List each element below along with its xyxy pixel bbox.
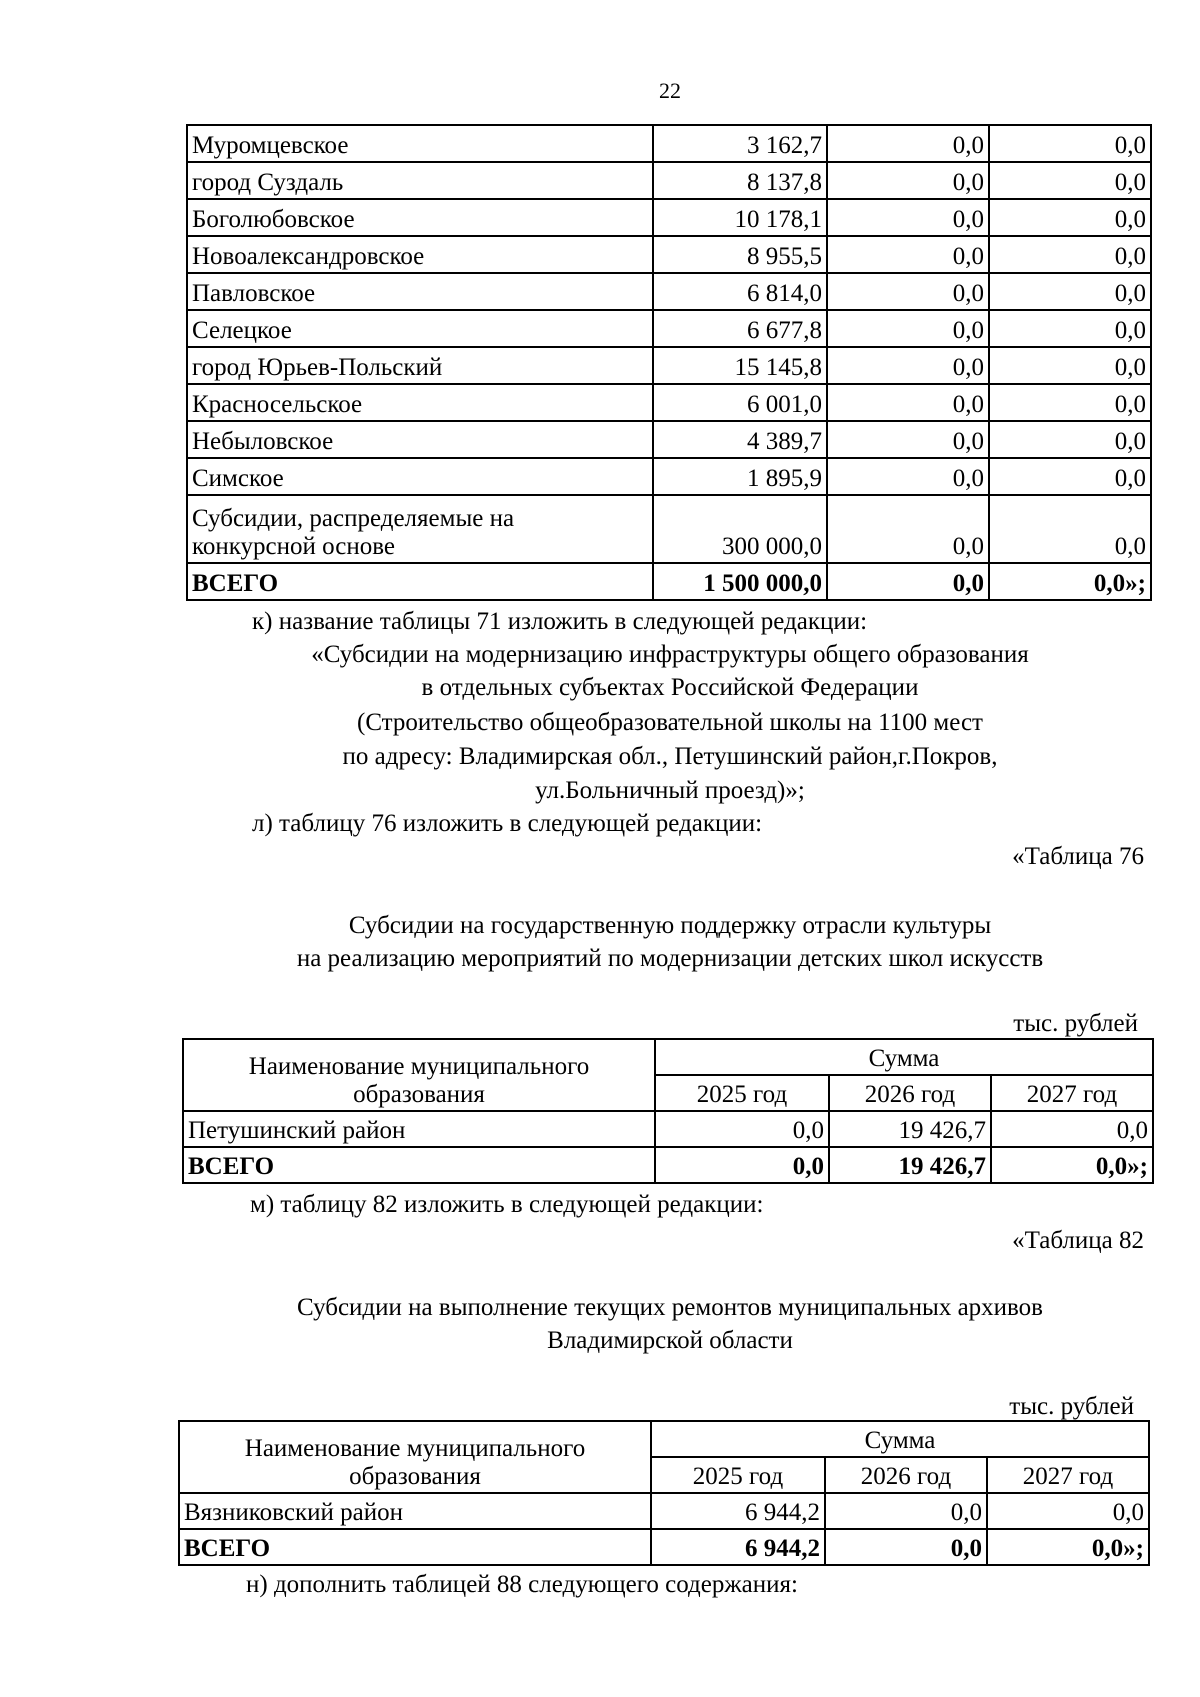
header-year: 2026 год	[829, 1075, 991, 1111]
value-2026: 0,0	[827, 347, 989, 384]
section-k-line: (Строительство общеобразовательной школы на 1100 мест	[357, 709, 983, 736]
total-2027: 0,0»;	[991, 1147, 1153, 1183]
table-row	[187, 421, 1151, 458]
table-row-total	[187, 563, 1151, 600]
value-2025: 6 677,8	[653, 310, 827, 347]
municipality-name: Красносельское	[187, 384, 653, 421]
value-2026: 0,0	[827, 199, 989, 236]
table-row	[187, 458, 1151, 495]
value-2026: 0,0	[825, 1493, 987, 1529]
value-2027: 0,0	[989, 347, 1151, 384]
municipality-name: Вязниковский район	[179, 1493, 651, 1529]
value-2026: 0,0	[827, 458, 989, 495]
value-2025: 6 001,0	[653, 384, 827, 421]
table-row	[183, 1111, 1153, 1147]
total-2026: 0,0	[825, 1529, 987, 1565]
total-label: ВСЕГО	[179, 1529, 651, 1565]
table-row-contest	[187, 495, 1151, 563]
value-2027: 0,0	[989, 199, 1151, 236]
value-2027: 0,0	[991, 1111, 1153, 1147]
value-2025: 6 814,0	[653, 273, 827, 310]
table-row-total	[179, 1529, 1149, 1565]
value-2027: 0,0	[987, 1493, 1149, 1529]
table-76	[182, 1038, 1154, 1184]
contest-name-line2: конкурсной основе	[192, 533, 396, 561]
value-2027: 0,0	[989, 125, 1151, 162]
value-2025: 15 145,8	[653, 347, 827, 384]
table-row	[179, 1493, 1149, 1529]
value-2025: 6 944,2	[651, 1493, 825, 1529]
value-2026: 19 426,7	[829, 1111, 991, 1147]
header-municipality	[183, 1039, 655, 1111]
section-m-intro: м) таблицу 82 изложить в следующей редакции:	[250, 1191, 764, 1218]
value-2026: 0,0	[827, 162, 989, 199]
table-row	[187, 347, 1151, 384]
section-k-line: «Субсидии на модернизацию инфраструктуры общего образования	[311, 641, 1029, 668]
municipality-name: Петушинский район	[183, 1111, 655, 1147]
municipality-name: Павловское	[187, 273, 653, 310]
header-year: 2027 год	[987, 1457, 1149, 1493]
value-2026: 0,0	[827, 310, 989, 347]
value-2025: 10 178,1	[653, 199, 827, 236]
header-sum: Сумма	[655, 1039, 1153, 1075]
header-name-line2: образования	[353, 1081, 485, 1109]
table-row	[187, 384, 1151, 421]
value-2025: 0,0	[655, 1111, 829, 1147]
section-k-line: по адресу: Владимирская обл., Петушинский район,г.Покров,	[342, 743, 998, 770]
table-header-row	[183, 1039, 1153, 1075]
municipality-name: город Суздаль	[187, 162, 653, 199]
header-name-line2: образования	[349, 1463, 481, 1491]
value-2027: 0,0	[989, 236, 1151, 273]
value-2027: 0,0	[989, 384, 1151, 421]
municipality-name: Муромцевское	[187, 125, 653, 162]
table-row	[187, 273, 1151, 310]
total-2025: 6 944,2	[651, 1529, 825, 1565]
municipality-name: Селецкое	[187, 310, 653, 347]
value-2025: 1 895,9	[653, 458, 827, 495]
value-2026: 0,0	[827, 236, 989, 273]
total-2026: 0,0	[827, 563, 989, 600]
value-2027: 0,0	[989, 273, 1151, 310]
municipality-name: Небыловское	[187, 421, 653, 458]
section-n-intro: н) дополнить таблицей 88 следующего содержания:	[246, 1571, 798, 1598]
value-2027: 0,0	[989, 421, 1151, 458]
table-row	[187, 199, 1151, 236]
table-row	[187, 310, 1151, 347]
header-year: 2025 год	[655, 1075, 829, 1111]
municipality-name: Симское	[187, 458, 653, 495]
value-2025: 300 000,0	[653, 495, 827, 563]
value-2027: 0,0	[989, 458, 1151, 495]
total-2025: 0,0	[655, 1147, 829, 1183]
value-2025: 4 389,7	[653, 421, 827, 458]
value-2025: 8 137,8	[653, 162, 827, 199]
contest-name-line1: Субсидии, распределяемые на	[192, 504, 515, 532]
value-2025: 8 955,5	[653, 236, 827, 273]
municipality-name: Новоалександровское	[187, 236, 653, 273]
header-name-line1: Наименование муниципального	[248, 1052, 590, 1080]
header-year: 2025 год	[651, 1457, 825, 1493]
header-year: 2027 год	[991, 1075, 1153, 1111]
table-82-title-line2: Владимирской области	[547, 1327, 793, 1354]
table-row	[187, 162, 1151, 199]
page-number: 22	[659, 78, 681, 103]
value-2027: 0,0	[989, 162, 1151, 199]
table-header-row	[179, 1421, 1149, 1457]
total-label: ВСЕГО	[183, 1147, 655, 1183]
municipality-name: город Юрьев-Польский	[187, 347, 653, 384]
value-2027: 0,0	[989, 495, 1151, 563]
value-2026: 0,0	[827, 125, 989, 162]
units-label: тыс. рублей	[1013, 1010, 1138, 1037]
table-label-82: «Таблица 82	[1012, 1227, 1144, 1254]
table-76-title-line1: Субсидии на государственную поддержку отрасли культуры	[348, 912, 992, 939]
section-l-intro: л) таблицу 76 изложить в следующей редакции:	[252, 810, 763, 837]
header-sum: Сумма	[651, 1421, 1149, 1457]
value-2026: 0,0	[827, 495, 989, 563]
section-k-line: ул.Больничный проезд)»;	[535, 777, 805, 804]
table-row-total	[183, 1147, 1153, 1183]
subsidy-table-continuation	[186, 124, 1152, 601]
total-2027: 0,0»;	[989, 563, 1151, 600]
table-76-title-line2: на реализацию мероприятий по модернизации детских школ искусств	[296, 945, 1044, 972]
section-k-intro: к) название таблицы 71 изложить в следующей редакции:	[252, 608, 868, 635]
table-label-76: «Таблица 76	[1012, 843, 1144, 870]
header-municipality	[179, 1421, 651, 1493]
table-row	[187, 125, 1151, 162]
value-2025: 3 162,7	[653, 125, 827, 162]
section-k-line: в отдельных субъектах Российской Федерации	[421, 674, 919, 701]
municipality-name	[187, 495, 653, 563]
municipality-name: Боголюбовское	[187, 199, 653, 236]
value-2027: 0,0	[989, 310, 1151, 347]
units-label: тыс. рублей	[1009, 1393, 1134, 1420]
total-2027: 0,0»;	[987, 1529, 1149, 1565]
value-2026: 0,0	[827, 421, 989, 458]
total-label: ВСЕГО	[187, 563, 653, 600]
table-row	[187, 236, 1151, 273]
table-82	[178, 1420, 1150, 1566]
header-name-line1: Наименование муниципального	[244, 1434, 586, 1462]
header-year: 2026 год	[825, 1457, 987, 1493]
value-2026: 0,0	[827, 273, 989, 310]
table-82-title-line1: Субсидии на выполнение текущих ремонтов муниципальных архивов	[297, 1294, 1043, 1321]
value-2026: 0,0	[827, 384, 989, 421]
total-2025: 1 500 000,0	[653, 563, 827, 600]
total-2026: 19 426,7	[829, 1147, 991, 1183]
